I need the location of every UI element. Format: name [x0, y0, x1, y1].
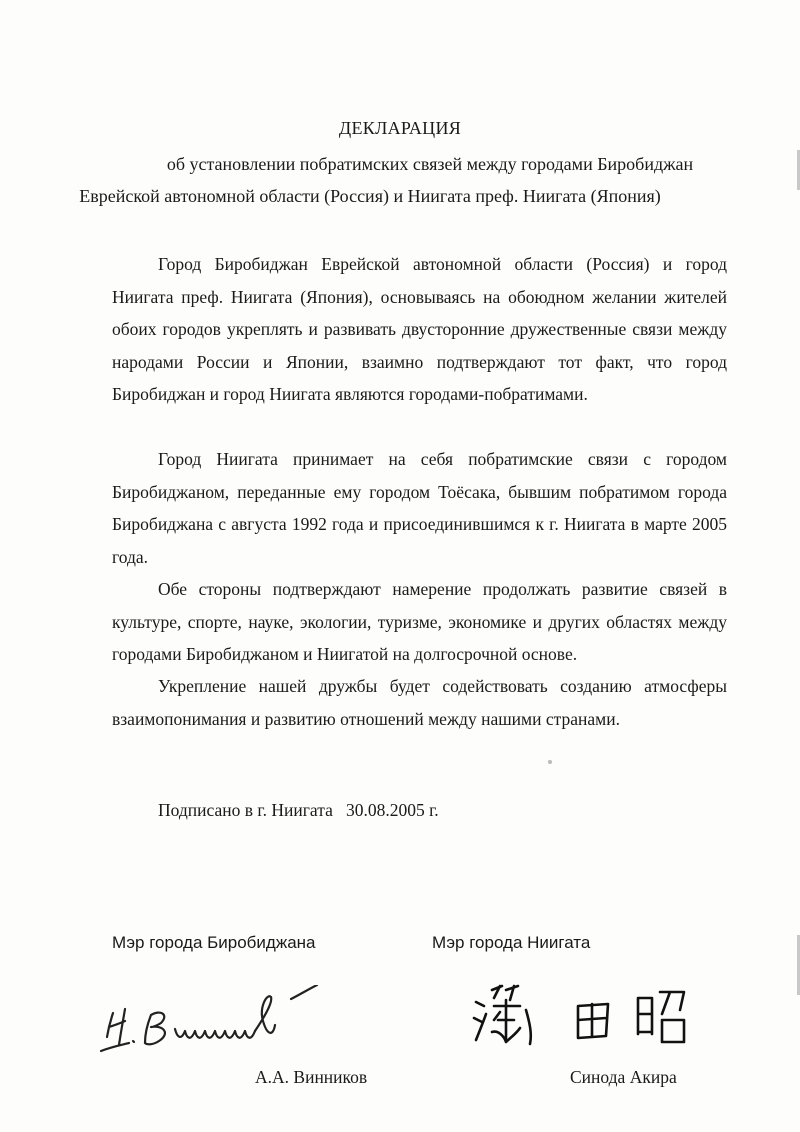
right-signatory-name: Синода Акира	[570, 1067, 677, 1087]
paragraph-3: Обе стороны подтверждают намерение продолжать развитие связей в культуре, спорте, науке, экологии, туризме, экономике и других областях между городами Биробиджаном и Ниигатой на долгосрочной основе.	[112, 579, 727, 664]
left-signatory-name: А.А. Винников	[255, 1067, 368, 1087]
left-signatory-title: Мэр города Биробиджана	[112, 933, 316, 952]
paragraph-2: Город Ниигата принимает на себя побратимские связи с городом Биробиджаном, переданные ему городом Тоёсака, бывшим побратимом города Биробиджана с августа 1992 года и присоединившимся к г. Ниигата в марте 2005 года.	[112, 449, 727, 567]
document-subtitle-line-2: Еврейской автономной области (Россия) и Ниигата преф. Ниигата (Япония)	[79, 186, 661, 206]
paragraph-1: Город Биробиджан Еврейской автономной области (Россия) и город Ниигата преф. Ниигата (Япония), основываясь на обоюдном желании жителей обоих городов укреплять и развивать двусторонние дружественные связи между народами России и Японии, взаимно подтверждают тот факт, что город Биробиджан и город Ниигата являются городами-побратимами.	[112, 254, 727, 404]
right-signatory-title: Мэр города Ниигата	[432, 933, 591, 952]
left-handwritten-signature	[95, 985, 345, 1065]
right-handwritten-signature	[470, 980, 710, 1060]
signed-place-date: Подписано в г. Ниигата 30.08.2005 г.	[158, 800, 439, 820]
document-subtitle-line-1: об установлении побратимских связей между городами Биробиджан	[166, 154, 694, 174]
document-title: ДЕКЛАРАЦИЯ	[338, 118, 462, 138]
scan-speck	[548, 760, 552, 764]
paragraph-4: Укрепление нашей дружбы будет содействовать созданию атмосферы взаимопонимания и развитию отношений между нашими странами.	[112, 676, 727, 729]
